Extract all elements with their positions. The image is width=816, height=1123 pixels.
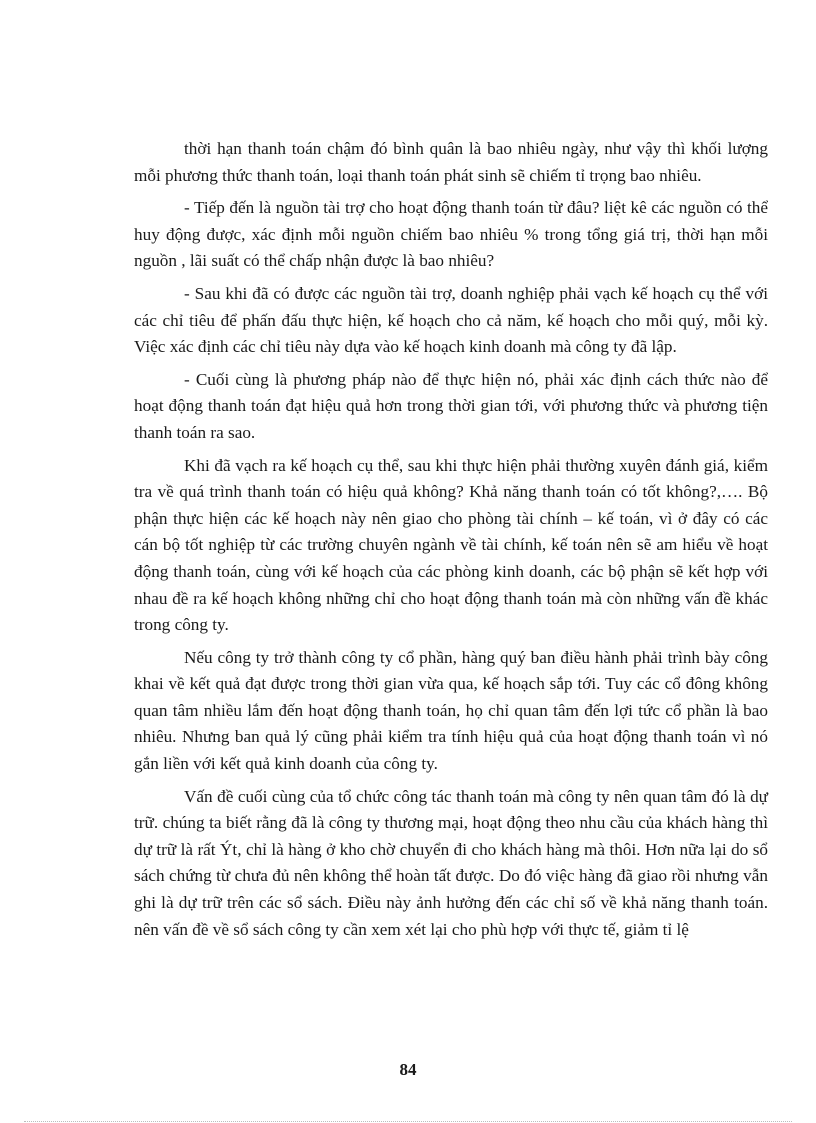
page-number: 84 bbox=[399, 1060, 417, 1079]
paragraph-evaluation: Khi đã vạch ra kế hoạch cụ thể, sau khi thực hiện phải thường xuyên đánh giá, kiểm tra về quá trình thanh toán có hiệu quả không? Khả năng thanh toán có tốt không?,…. Bộ phận thực hiện các kế hoạch này nên giao cho phòng tài chính – kế toán, vì ở đây có các cán bộ tốt nghiệp từ các trường chuyên ngành về tài chính, kế toán nên sẽ am hiểu về hoạt động thanh toán, cùng với kế hoạch của các phòng kinh doanh, các bộ phận sẽ kết hợp với nhau đề ra kế hoạch không những chỉ cho hoạt động thanh toán mà còn những vấn đề khác trong công ty. bbox=[134, 455, 768, 635]
paragraph-continuation: thời hạn thanh toán chậm đó bình quân là bao nhiêu ngày, như vậy thì khối lượng mỗi phương thức thanh toán, loại thanh toán phát sinh sẽ chiếm tỉ trọng bao nhiêu. bbox=[134, 139, 768, 185]
paragraph-method: - Cuối cùng là phương pháp nào để thực hiện nó, phải xác định cách thức nào để hoạt động thanh toán đạt hiệu quả hơn trong thời gian tới, với phương thức và phương tiện thanh toán ra sao. bbox=[134, 369, 768, 442]
paragraph-joint-stock: Nếu công ty trở thành công ty cổ phần, hàng quý ban điều hành phải trình bày công khai về kết quả đạt được trong thời gian vừa qua, kế hoạch sắp tới. Tuy các cổ đông không quan tâm nhiều lắm đến hoạt động thanh toán, họ chỉ quan tâm đến lợi tức cổ phần là bao nhiêu. Nhưng ban quả lý cũng phải kiểm tra tính hiệu quả của hoạt động thanh toán vì nó gắn liền với kết quả kinh doanh của công ty. bbox=[134, 647, 768, 774]
page-bottom-divider bbox=[24, 1121, 792, 1122]
paragraph-planning: - Sau khi đã có được các nguồn tài trợ, doanh nghiệp phải vạch kế hoạch cụ thể với các chỉ tiêu để phấn đấu thực hiện, kế hoạch cho cả năm, kế hoạch cho mỗi quý, mỗi kỳ. Việc xác định các chỉ tiêu này dựa vào kế hoạch kinh doanh mà công ty đã lập. bbox=[134, 283, 768, 357]
paragraph-funding-sources: - Tiếp đến là nguồn tài trợ cho hoạt động thanh toán từ đâu? liệt kê các nguồn có thể huy động được, xác định mỗi nguồn chiếm bao nhiêu % trong tổng giá trị, thời hạn mỗi nguồn , lãi suất có thể chấp nhận được là bao nhiêu? bbox=[134, 198, 768, 271]
page-body bbox=[134, 136, 768, 949]
paragraph-reserves: Vấn đề cuối cùng của tổ chức công tác thanh toán mà công ty nên quan tâm đó là dự trữ. chúng ta biết rằng đã là công ty thương mại, hoạt động theo nhu cầu của khách hàng thì dự trữ là rất Ýt, chỉ là hàng ở kho chờ chuyển đi cho khách hàng mà thôi. Hơn nữa lại do sổ sách chứng từ chưa đủ nên không thể hoàn tất được. Do đó việc hàng đã giao rồi nhưng vẫn ghi là dự trữ trên các sổ sách. Điều này ảnh hưởng đến các chỉ số về khả năng thanh toán. nên vấn đề về sổ sách công ty cần xem xét lại cho phù hợp với thực tế, giảm tỉ lệ bbox=[134, 786, 768, 939]
